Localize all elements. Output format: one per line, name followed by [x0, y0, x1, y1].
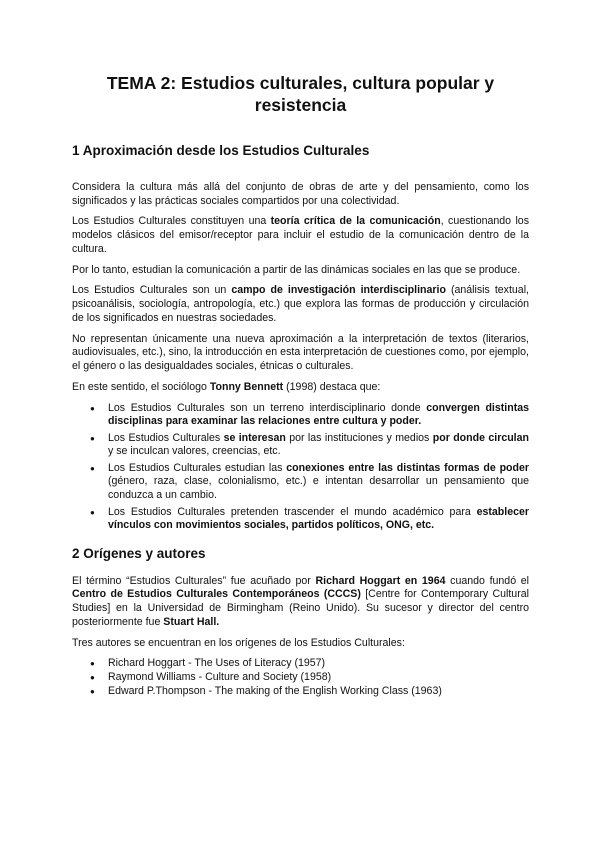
- bullet-list: [72, 402, 529, 533]
- list-item: ● Edward P.Thompson - The making of the English Working Class (1963): [108, 685, 529, 699]
- paragraph: En este sentido, el sociólogo Tonny Bennett (1998) destaca que:: [72, 380, 381, 393]
- list-item: ● Los Estudios Culturales son un terreno interdisciplinario donde convergen distintas disciplinas para examinar las relaciones entre cultura y poder.: [108, 402, 529, 429]
- paragraph: Por lo tanto, estudian la comunicación a partir de las dinámicas sociales en las que se produce.: [72, 263, 521, 276]
- list-item: ● Los Estudios Culturales pretenden trascender el mundo académico para establecer vínculos con movimientos sociales, partidos políticos, ONG, etc.: [108, 506, 529, 533]
- section-2-heading: 2 Orígenes y autores: [72, 545, 206, 561]
- paragraph: No representan únicamente una nueva aproximación a la interpretación de textos (literarios, audiovisuales, etc.), sino, la introducción en esta interpretación de cuestiones como, por ejemplo, el género o las desigualdades sociales, étnicas o culturales.: [72, 332, 529, 372]
- section-1-heading: 1 Aproximación desde los Estudios Culturales: [72, 143, 370, 158]
- list-item: ● Richard Hoggart - The Uses of Literacy (1957): [108, 657, 529, 671]
- paragraph: Considera la cultura más allá del conjunto de obras de arte y del pensamiento, como los significados y las prácticas sociales compartidos por una colectividad.: [72, 181, 529, 207]
- authors-list: [72, 657, 529, 698]
- paragraph: Los Estudios Culturales son un campo de investigación interdisciplinario (análisis textual, psicoanálisis, sociología, antropología, etc.) que explora las formas de producción y circulación de los significados en nuestras sociedades.: [72, 284, 529, 324]
- list-item: ● Los Estudios Culturales se interesan por las instituciones y medios por donde circulan y se inculcan valores, creencias, etc.: [108, 432, 529, 459]
- list-item: ● Los Estudios Culturales estudian las conexiones entre las distintas formas de poder (género, raza, clase, colonialismo, etc.) e intentan desarrollar un pensamiento que conduzca a un cambio.: [108, 462, 529, 503]
- paragraph: El término “Estudios Culturales” fue acuñado por Richard Hoggart en 1964 cuando fundó el Centro de Estudios Culturales Contemporáneos (CCCS) [Centre for Contemporary Cultural Studies] en la Universidad de Birmingham (Reino Unido). Su sucesor y director del centro posteriormente fue Stuart Hall.: [72, 574, 529, 628]
- document-title: TEMA 2: Estudios culturales, cultura popular y resistencia: [106, 73, 495, 115]
- paragraph: Los Estudios Culturales constituyen una teoría crítica de la comunicación, cuestionando los modelos clásicos del emisor/receptor para incluir el estudio de la comunicación dentro de la cultura.: [72, 215, 529, 255]
- paragraph: Tres autores se encuentran en los orígenes de los Estudios Culturales:: [72, 636, 405, 649]
- list-item: ● Raymond Williams - Culture and Society (1958): [108, 671, 529, 685]
